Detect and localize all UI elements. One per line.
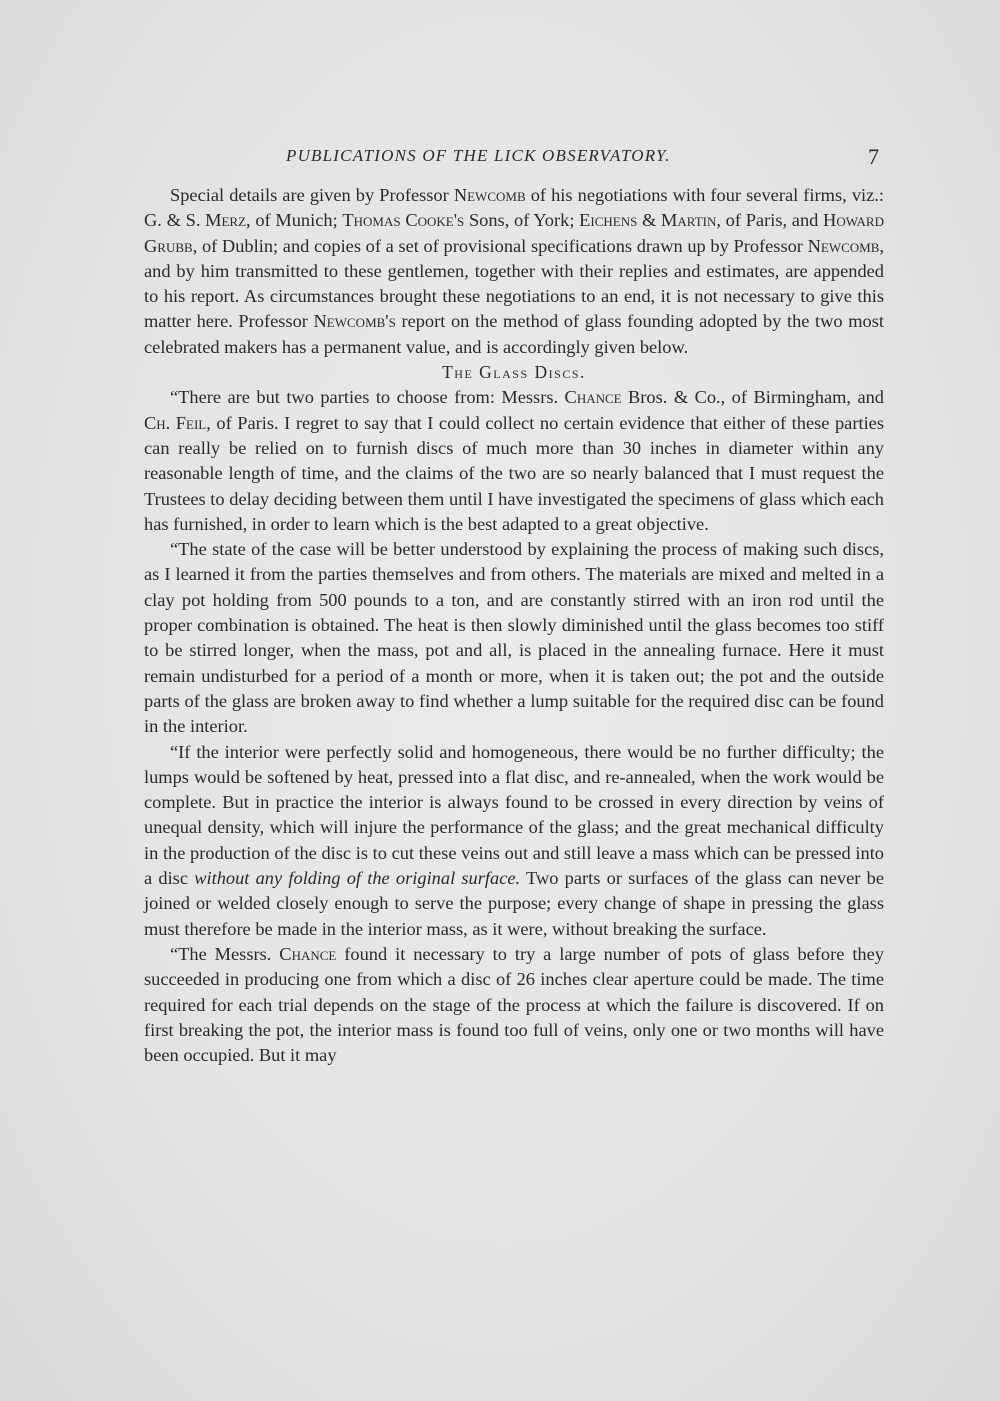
person-name: Chance bbox=[279, 943, 337, 964]
text-run: Two parts or surfaces of the glass can never be joined or welded closely enough to serve the purpose; every change of shape in pressing the glass must therefore be made in the interior mass, as it were, without breaking the surface. bbox=[144, 868, 884, 939]
page-header bbox=[0, 146, 1000, 176]
person-name: Eichens & Martin bbox=[579, 210, 717, 231]
section-title: The Glass Discs. bbox=[442, 362, 586, 383]
person-name: Newcomb's bbox=[313, 311, 396, 332]
person-name: Thomas Cooke's bbox=[342, 210, 465, 231]
paragraph-two-parties bbox=[144, 385, 884, 537]
page-number: 7 bbox=[868, 144, 879, 169]
emphasis: without any folding of the original surface. bbox=[194, 868, 521, 889]
person-name: Ch. Feil bbox=[144, 412, 207, 433]
text-run: Sons, of York; bbox=[464, 210, 580, 231]
text-run: “The Messrs. bbox=[170, 943, 280, 964]
person-name: Newcomb bbox=[807, 235, 880, 256]
text-run: report on the method of glass founding adopted by the two most celebrated makers has a permanent value, and is accordingly given below. bbox=[144, 311, 884, 357]
text-run: , of Dublin; and copies of a set of provisional specifications drawn up by Professor bbox=[192, 235, 808, 256]
text-run: , of Paris, and bbox=[716, 210, 824, 231]
paragraph-process bbox=[144, 537, 884, 739]
paragraph-special-details bbox=[144, 183, 884, 360]
text-run: , of Munich; bbox=[246, 210, 343, 231]
running-head: PUBLICATIONS OF THE LICK OBSERVATORY. bbox=[286, 146, 671, 165]
text-run: , and by him transmitted to these gentlemen, together with their replies and estimates, are appended to his report. As circumstances brought these negotiations to an end, it is not necessary to give this matter here. Professor bbox=[144, 235, 884, 332]
body-text bbox=[144, 183, 884, 1068]
person-name: Merz bbox=[205, 210, 247, 231]
text-run: “There are but two parties to choose from: Messrs. bbox=[170, 387, 565, 408]
paragraph-interior bbox=[144, 740, 884, 942]
person-name: Chance bbox=[564, 387, 622, 408]
text-run: found it necessary to try a large number of pots of glass before they succeeded in producing one from which a disc of 26 inches clear aperture could be made. The time required for each trial depends on the stage of the process at which the failure is discovered. If on first breaking the pot, the interior mass is found too full of veins, only one or two months will have been occupied. But it may bbox=[144, 943, 884, 1066]
text-run: “The state of the case will be better understood by explaining the process of making such discs, as I learned it from the parties themselves and from others. The materials are mixed and melted in a clay pot holding from 500 pounds to a ton, and are constantly stirred with an iron rod until the proper combination is obtained. The heat is then slowly diminished until the glass becomes too stiff to be stirred longer, when the mass, pot and all, is placed in the annealing furnace. Here it must remain undisturbed for a period of a month or more, when it is taken out; the pot and the outside parts of the glass are broken away to find whether a lump suitable for the required disc can be found in the interior. bbox=[144, 539, 884, 737]
person-name: Howard Grubb bbox=[144, 210, 884, 256]
text-run: of his negotiations with four several firms, viz.: G. & S. bbox=[144, 185, 884, 231]
text-run: Special details are given by Professor bbox=[170, 185, 454, 205]
text-run: Bros. & Co., of Birmingham, and bbox=[621, 387, 885, 408]
paragraph-chance-trials bbox=[144, 942, 884, 1068]
text-run: “If the interior were perfectly solid and homogeneous, there would be no further difficulty; the lumps would be softened by heat, pressed into a flat disc, and re-annealed, when the work would be complete. But in practice the interior is always found to be crossed in every direction by veins of unequal density, which will injure the performance of the glass; and the great mechanical difficulty in the production of the disc is to cut these veins out and still leave a mass which can be pressed into a disc bbox=[144, 741, 884, 889]
person-name: Newcomb bbox=[453, 185, 526, 205]
text-run: , of Paris. I regret to say that I could collect no certain evidence that either of these parties can really be relied on to furnish discs of much more than 30 inches in diameter within any reasonable length of time, and the claims of the two are so nearly balanced that I must request the Trustees to delay deciding between them until I have investigated the specimens of glass which each has furnished, in order to learn which is the best adapted to a great objective. bbox=[144, 412, 884, 534]
